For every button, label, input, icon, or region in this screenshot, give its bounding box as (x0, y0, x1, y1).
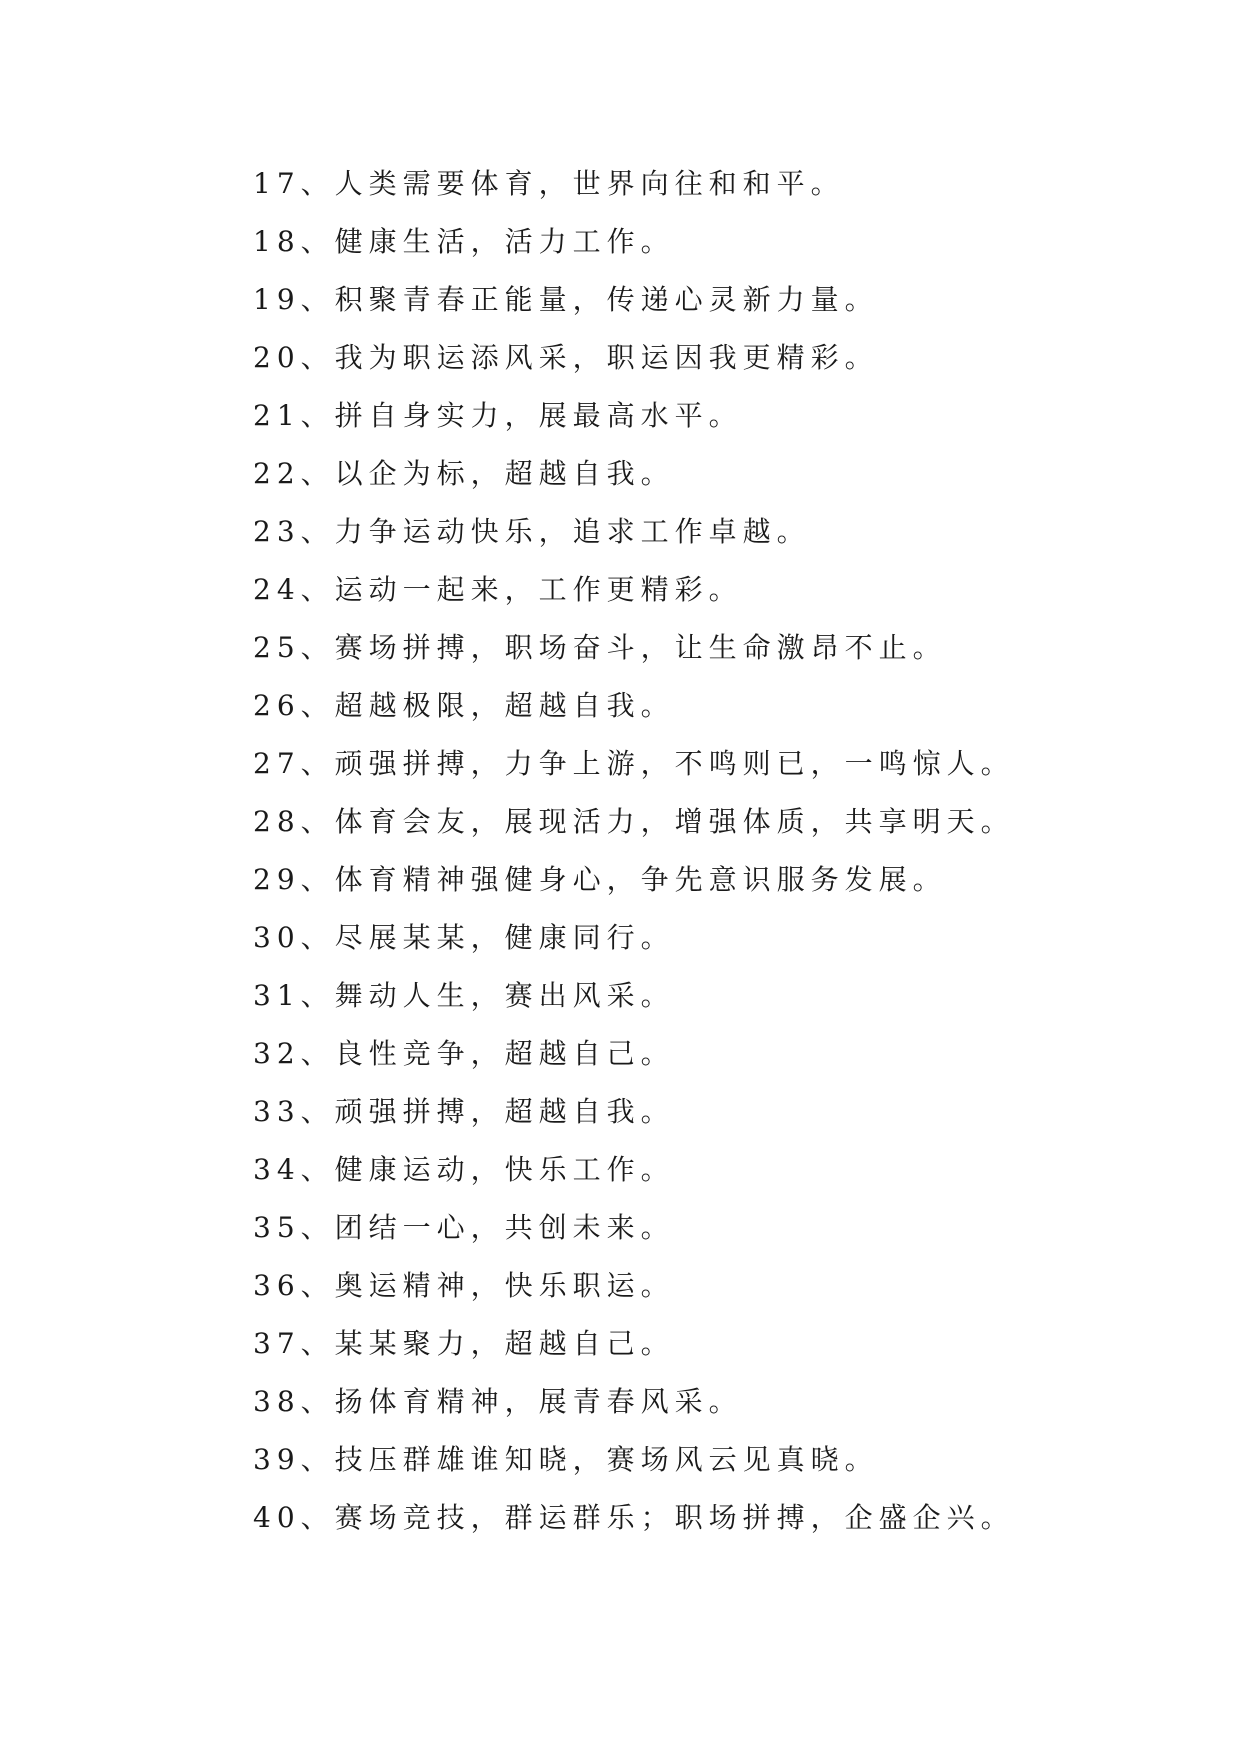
list-item: 23、力争运动快乐，追求工作卓越。 (253, 515, 811, 548)
list-item: 36、奥运精神，快乐职运。 (253, 1269, 675, 1302)
list-item: 38、扬体育精神，展青春风采。 (253, 1385, 743, 1418)
list-item: 26、超越极限，超越自我。 (253, 689, 675, 722)
list-item: 33、顽强拼搏，超越自我。 (253, 1095, 675, 1128)
list-item: 30、尽展某某，健康同行。 (253, 921, 675, 954)
list-item: 31、舞动人生，赛出风采。 (253, 979, 675, 1012)
list-item: 22、以企为标，超越自我。 (253, 457, 675, 490)
slogan-list (253, 155, 1015, 1547)
list-item: 20、我为职运添风采，职运因我更精彩。 (253, 341, 879, 374)
list-item: 27、顽强拼搏，力争上游，不鸣则已，一鸣惊人。 (253, 747, 1015, 780)
list-item: 37、某某聚力，超越自己。 (253, 1327, 675, 1360)
list-item: 21、拼自身实力，展最高水平。 (253, 399, 743, 432)
list-item: 24、运动一起来，工作更精彩。 (253, 573, 743, 606)
list-item: 18、健康生活，活力工作。 (253, 225, 675, 258)
list-item: 40、赛场竞技，群运群乐；职场拼搏，企盛企兴。 (253, 1501, 1015, 1534)
list-item: 35、团结一心，共创未来。 (253, 1211, 675, 1244)
list-item: 25、赛场拼搏，职场奋斗，让生命激昂不止。 (253, 631, 947, 664)
list-item: 34、健康运动，快乐工作。 (253, 1153, 675, 1186)
list-item: 19、积聚青春正能量，传递心灵新力量。 (253, 283, 879, 316)
list-item: 17、人类需要体育，世界向往和和平。 (253, 167, 845, 200)
list-item: 32、良性竞争，超越自己。 (253, 1037, 675, 1070)
list-item: 28、体育会友，展现活力，增强体质，共享明天。 (253, 805, 1015, 838)
list-item: 39、技压群雄谁知晓，赛场风云见真晓。 (253, 1443, 879, 1476)
list-item: 29、体育精神强健身心，争先意识服务发展。 (253, 863, 947, 896)
